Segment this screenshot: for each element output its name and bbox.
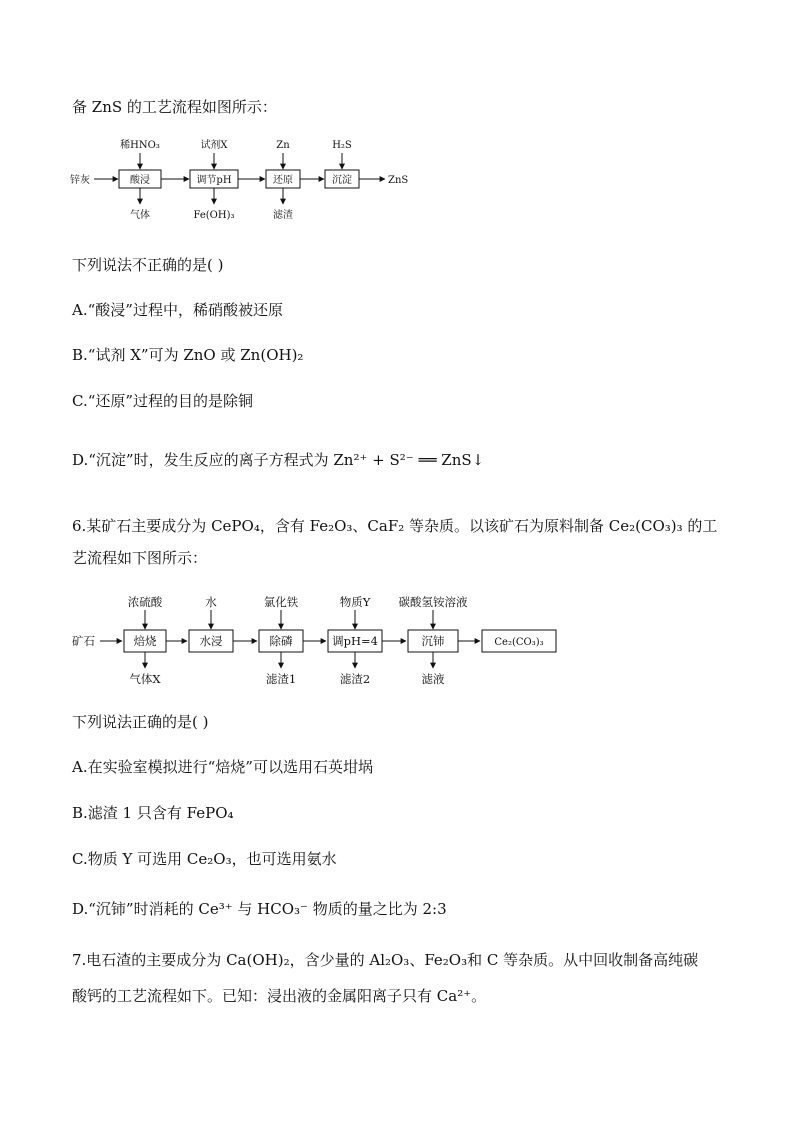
flow2-step-input: 物质Y (339, 595, 371, 609)
flow2-step-output: 气体X (129, 672, 161, 686)
flow-diagram-cerium (70, 592, 570, 688)
q6-stem: 下列说法正确的是( ) (72, 713, 209, 731)
flow2-step-water-leach (189, 595, 233, 652)
flow1-step-input: H₂S (332, 140, 352, 151)
flow2-step-roast (124, 595, 166, 686)
q6-option-c: C.物质 Y 可选用 Ce₂O₃，也可选用氨水 (72, 850, 337, 868)
flow2-step-input: 氯化铁 (263, 595, 299, 609)
flow2-step-input: 水 (205, 595, 217, 609)
flow1-step-output: Fe(OH)₃ (193, 210, 235, 221)
flow1-step-output: 气体 (130, 210, 150, 221)
q7-intro-line-2: 酸钙的工艺流程如下。已知：浸出液的金属阳离子只有 Ca²⁺。 (72, 987, 487, 1005)
flow2-step-remove-phosphorus (259, 595, 303, 686)
flow2-step-label: 除磷 (269, 634, 293, 648)
flow1-step-acid-leach (119, 138, 161, 221)
q6-intro-line-2: 艺流程如下图所示： (72, 549, 208, 567)
flow1-step-input: Zn (276, 140, 290, 151)
flow1-step-label: 酸浸 (130, 175, 150, 186)
q5-stem: 下列说法不正确的是( ) (72, 256, 224, 274)
flow2-step-label: 焙烧 (133, 634, 157, 648)
flow1-step-output: 滤渣 (273, 210, 293, 221)
flow2-start: 矿石 (72, 634, 95, 648)
flow2-end: Ce₂(CO₃)₃ (494, 637, 544, 648)
flow2-step-label: 调pH=4 (332, 634, 378, 648)
q5-option-a: A.“酸浸”过程中，稀硝酸被还原 (72, 301, 283, 319)
flow-diagram-zns (70, 134, 420, 226)
flow1-end: ZnS (388, 175, 409, 186)
flow2-step-precipitate-cerium (399, 595, 468, 686)
flow1-step-input: 稀HNO₃ (120, 140, 160, 151)
q6-option-a: A.在实验室模拟进行“焙烧”可以选用石英坩埚 (72, 758, 373, 776)
flow1-step-reduce (266, 140, 300, 221)
flow2-step-adjust-ph (328, 595, 382, 686)
flow2-step-input: 碳酸氢铵溶液 (398, 595, 468, 609)
flow1-step-input: 试剂X (200, 140, 228, 151)
flow2-step-label: 沉铈 (421, 634, 445, 648)
q5-option-d: D.“沉淀”时，发生反应的离子方程式为 Zn²⁺ + S²⁻ ══ ZnS↓ (72, 451, 485, 469)
flow1-step-label: 还原 (273, 175, 293, 186)
q5-option-b: B.“试剂 X”可为 ZnO 或 Zn(OH)₂ (72, 346, 304, 364)
intro-line: 备 ZnS 的工艺流程如图所示： (72, 98, 277, 116)
q6-intro-line-1: 6.某矿石主要成分为 CePO₄，含有 Fe₂O₃、CaF₂ 等杂质。以该矿石为原料制备 Ce₂(CO₃)₃ 的工 (72, 517, 718, 535)
q6-option-b: B.滤渣 1 只含有 FePO₄ (72, 804, 234, 822)
q5-option-c: C.“还原”过程的目的是除铜 (72, 392, 254, 410)
q7-intro-line-1: 7.电石渣的主要成分为 Ca(OH)₂，含少量的 Al₂O₃、Fe₂O₃和 C 等杂质。从中回收制备高纯碳 (72, 951, 699, 969)
flow2-step-label: 水浸 (199, 634, 223, 648)
flow2-step-output: 滤渣2 (339, 672, 371, 686)
flow2-step-output: 滤渣1 (265, 672, 297, 686)
flow1-step-adjust-ph (190, 138, 238, 221)
flow2-step-input: 浓硫酸 (127, 595, 163, 609)
flow1-step-precipitate (325, 140, 359, 188)
q6-option-d: D.“沉铈”时消耗的 Ce³⁺ 与 HCO₃⁻ 物质的量之比为 2:3 (72, 900, 447, 918)
flow1-start: 锌灰 (70, 175, 90, 186)
flow1-step-label: 沉淀 (332, 175, 352, 186)
flow2-step-output: 滤液 (421, 672, 445, 686)
flow1-step-label: 调节pH (196, 175, 232, 186)
